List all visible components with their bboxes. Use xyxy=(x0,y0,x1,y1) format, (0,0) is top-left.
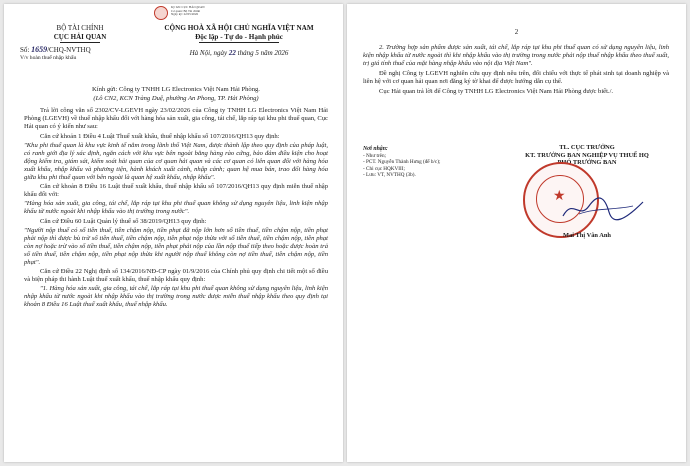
paragraph: Cục Hải quan trả lời để Công ty TNHH LG Electronics Việt Nam Hải Phòng được biết./. xyxy=(379,87,614,95)
date-prefix: Hà Nội, ngày xyxy=(189,49,228,57)
paragraph: Căn cứ khoản 8 Điều 16 Luật thuế xuất khẩu, thuế nhập khẩu số 107/2016/QH13 quy định miễn thuế nhập khẩu đối với: xyxy=(24,182,328,198)
document-subject: V/v hoàn thuế nhập khẩu xyxy=(20,55,77,61)
signature-block xyxy=(497,144,677,167)
recipient-item: - Như trên; xyxy=(363,152,386,159)
sign-title-2: KT. TRƯỞNG BAN NGHIỆP VỤ THUẾ HQ xyxy=(525,151,649,159)
issuer-header xyxy=(20,24,140,62)
signature-line: Cơ quan: Bộ Tài chính xyxy=(171,8,201,13)
nation-title: CỘNG HOÀ XÃ HỘI CHỦ NGHĨA VIỆT NAM xyxy=(164,24,314,32)
star-icon: ★ xyxy=(553,189,566,204)
recipient-item: - PCT. Nguyễn Thành Hưng (để b/c); xyxy=(363,159,441,166)
document-number xyxy=(20,45,140,55)
legal-quote: "Hàng hóa sản xuất, gia công, tái chế, lắp ráp tại khu phi thuế quan không sử dụng nguyên liệu, linh kiện nhập khẩu từ nước ngoài khi nhập khẩu vào thị trường trong nước". xyxy=(24,200,328,216)
signer-name: Mai Thị Vân Anh xyxy=(563,232,611,239)
recipient-item: - Lưu: VT, NVTHQ (3b). xyxy=(363,172,416,179)
paragraph: Căn cứ Điều 60 Luật Quản lý thuế số 38/2019/QH13 quy định: xyxy=(40,217,207,225)
doc-number-suffix: /CHQ-NVTHQ xyxy=(47,46,91,54)
department-name: CỤC HẢI QUAN xyxy=(53,33,107,41)
divider xyxy=(199,42,279,43)
document-page-2 xyxy=(347,4,686,462)
doc-number-value: 1659 xyxy=(31,45,48,54)
paragraph: Căn cứ khoản 1 Điều 4 Luật Thuế xuất khẩu, thuế nhập khẩu số 107/2016/QH13 quy định: xyxy=(40,132,280,140)
legal-quote: 2. Trường hợp sản phẩm được sản xuất, tái chế, lắp ráp tại khu phi thuế quan có sử dụng nguyên liệu, linh kiện nhập khẩu từ nước ngoài thì khi nhập khẩu vào thị trường trong nước phải nộp thuế nhập khẩu theo thuế suất, trị giá tính thuế của mặt hàng nhập khẩu vào nội địa Việt Nam". xyxy=(363,44,669,67)
sign-title-1: TL. CỤC TRƯỞNG xyxy=(559,144,615,151)
date-day: 22 xyxy=(228,49,236,57)
recipient-line: Kính gửi: Công ty TNHH LG Electronics Việt Nam Hải Phòng. xyxy=(92,86,260,93)
national-header xyxy=(144,24,334,58)
signature-line: Ngày ký: 22/05/2026 xyxy=(171,12,199,17)
recipients-label: Nơi nhận: xyxy=(363,146,388,152)
legal-quote: "Người nộp thuế có số tiền thuế, tiền chậm nộp, tiền phạt đã nộp lớn hơn số tiền thuế, tiền chậm nộp, tiền phạt phải nộp thì được bù trừ số tiền thuế, tiền chậm nộp, tiền phạt nộp thừa với số tiền thuế, tiền chậm nộp, tiền phạt còn nợ hoặc trừ vào số tiền thuế, tiền chậm nộp, tiền phạt phải nộp của lần nộp thuế tiếp theo hoặc được hoàn trả số tiền thuế, tiền chậm nộp, tiền phạt nộp thừa khi người nộp thuế không còn nợ tiền thuế, tiền chậm nộp, tiền phạt". xyxy=(24,227,328,266)
recipient-item: - Chi cục HQKVIII; xyxy=(363,165,405,172)
handwritten-signature-icon xyxy=(559,194,649,224)
document-date xyxy=(144,49,334,58)
legal-quote: "Khu phi thuế quan là khu vực kinh tế nằm trong lãnh thổ Việt Nam, được thành lập theo quy định của pháp luật, có ranh giới địa lý xác định, ngăn cách với khu vực bên ngoài bằng hàng rào cứng, bảo đảm điều kiện cho hoạt động kiểm tra, giám sát, kiểm soát hải quan của cơ quan hải quan và các cơ quan có liên quan đối với hàng hóa xuất khẩu, nhập khẩu và phương tiện, hành khách xuất cảnh, nhập cảnh; quan hệ mua bán, trao đổi hàng hóa giữa khu phi thuế quan với bên ngoài là quan hệ xuất khẩu, nhập khẩu". xyxy=(24,141,328,181)
digital-signature-stamp xyxy=(154,6,279,22)
letter-body xyxy=(24,86,328,311)
document-page-1 xyxy=(4,4,343,462)
ministry-name: BỘ TÀI CHÍNH xyxy=(56,24,104,32)
recipients-list xyxy=(363,146,473,179)
page-number: 2 xyxy=(514,28,519,36)
signature-line: Ký bởi: CỤC HẢI QUAN xyxy=(171,5,205,9)
paragraph: Căn cứ Điều 22 Nghị định số 134/2016/NĐ-CP ngày 01/9/2016 của Chính phủ quy định chi tiết một số điều và biện pháp thi hành Luật thuế xuất khẩu, thuế nhập khẩu quy định: xyxy=(24,268,328,283)
sign-title-3: PHÓ TRƯỞNG BAN xyxy=(557,159,617,167)
doc-number-label: Số: xyxy=(20,46,30,54)
paragraph: Đề nghị Công ty LGEVH nghiên cứu quy định nêu trên, đối chiếu với thực tế phát sinh tại doanh nghiệp và liên hệ với cơ quan hải quan nơi đăng ký tờ khai để được hướng dẫn cụ thể. xyxy=(363,69,669,85)
legal-quote: "1. Hàng hóa sản xuất, gia công, tái chế, lắp ráp tại khu phi thuế quan không sử dụng nguyên liệu, linh kiện nhập khẩu từ nước ngoài khi nhập khẩu vào thị trường trong nước được miễn thuế nhập khẩu theo quy định tại khoản 8 Điều 16 Luật thuế xuất khẩu, thuế nhập khẩu. xyxy=(24,285,328,309)
date-suffix: tháng 5 năm 2026 xyxy=(237,49,289,57)
national-motto: Độc lập - Tự do - Hạnh phúc xyxy=(195,33,283,41)
paragraph: Trả lời công văn số 2302/CV-LGEVH ngày 23/02/2026 của Công ty TNHH LG Electronics Việt Nam Hải Phòng (LGEVH) về thuế nhập khẩu đối với hàng hóa sản xuất, gia công, tái chế, lắp ráp tại khu phi thuế quan, Cục Hải quan có ý kiến như sau: xyxy=(24,107,328,131)
recipient-address: (Lô CN2, KCN Tràng Duệ, phường An Phong, TP. Hải Phòng) xyxy=(93,95,259,103)
divider xyxy=(60,42,100,43)
letter-body-continued xyxy=(363,44,669,97)
seal-icon xyxy=(154,6,168,20)
